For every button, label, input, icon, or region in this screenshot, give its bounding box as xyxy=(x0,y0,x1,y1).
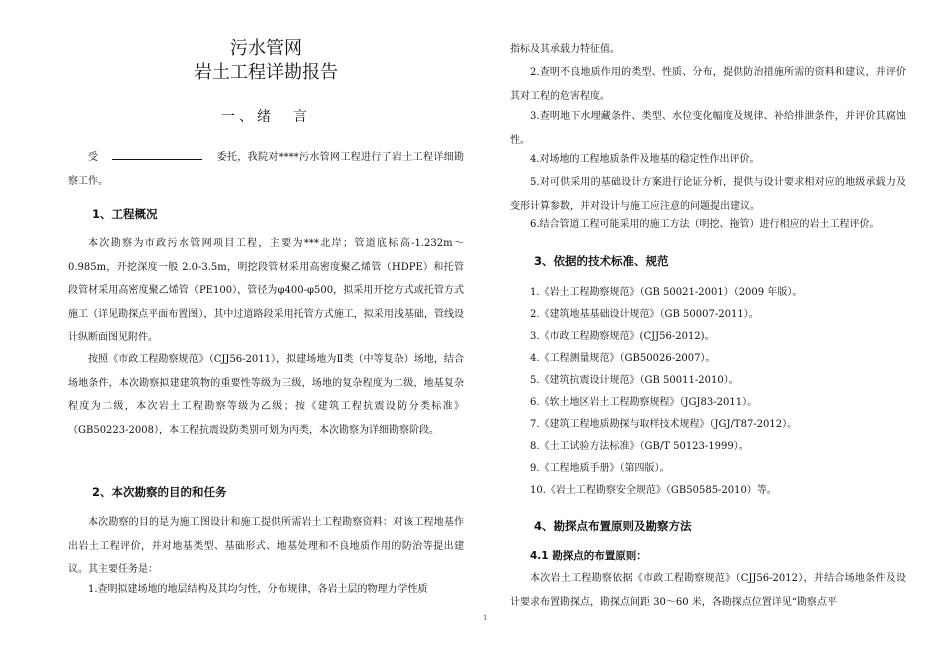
report-title-line2: 岩土工程详勘报告 xyxy=(194,62,338,83)
intro-text: 委托，我院对****污水管网工程进行了岩土工程详细勘察工作。 xyxy=(68,152,465,187)
intro-paragraph xyxy=(68,146,464,193)
report-title-line1: 污水管网 xyxy=(230,38,302,59)
standard-item: 6.《软土地区岩土工程勘察规程》（JGJ83-2011）。 xyxy=(530,397,758,408)
client-name-blank xyxy=(112,148,202,160)
intro-heading: 一、绪 言 xyxy=(221,109,311,125)
section-1-paragraph-1: 本次勘察为市政污水管网项目工程，主要为***北岸；管道底标高-1.232m～0.985m，开挖深度一般 2.0-3.5m，明挖段管材采用高密度聚乙烯管（HDPE）和托管段管材采用高密度聚乙烯管（PE100），管径为φ400-φ500，拟采用开挖方式或托管方式施工（详见勘探点平面布置图），其中过道路段采用托管方式施工，拟采用浅基础，管线设计纵断面图见附件。 xyxy=(68,238,464,344)
task-6: 6.结合管道工程可能采用的施工方法（明挖、拖管）进行相应的岩土工程评价。 xyxy=(530,219,880,230)
standard-item: 7.《建筑工程地质勘探与取样技术规程》（JGJ/T87-2012）。 xyxy=(530,419,798,430)
page-number: 1 xyxy=(483,614,488,622)
section-4-1-heading: 4.1 勘探点的布置原则： xyxy=(530,550,647,562)
section-1-paragraph-2: 按照《市政工程勘察规范》（CJJ56-2011），拟建场地为Ⅱ类（中等复杂）场地，结合场地条件，本次勘察拟建建筑物的重要性等级为三级，场地的复杂程度为二级，地基复杂程度为二级，本次岩土工程勘察等级为乙级；按《建筑工程抗震设防分类标准》（GB50223-2008），本工程抗震设防类别可划为丙类，本次勘察为详细勘察阶段。 xyxy=(68,354,464,436)
standard-item: 4.《工程测量规范》（GB50026-2007）。 xyxy=(530,353,716,364)
section-3-heading: 3、依据的技术标准、规范 xyxy=(534,254,669,268)
task-4: 4.对场地的工程地质条件及地基的稳定性作出评价。 xyxy=(530,154,760,165)
section-2-heading: 2、本次勘察的目的和任务 xyxy=(92,485,227,499)
task-1-continuation: 指标及其承载力特征值。 xyxy=(510,44,620,55)
standard-item: 2.《建筑地基基础设计规范》（GB 50007-2011）。 xyxy=(530,309,759,320)
section-4-1-paragraph: 本次岩土工程勘察依据《市政工程勘察规范》（CJJ56-2012），并结合场地条件及设计要求布置勘探点，勘探点间距 30～60 米，各勘探点位置详见“勘察点平 xyxy=(510,573,906,608)
section-2-paragraph-1: 本次勘察的目的是为施工图设计和施工提供所需岩土工程勘察资料：对该工程地基作出岩土工程评价，并对地基类型、基础形式、地基处理和不良地质作用的防治等提出建议。其主要任务是： xyxy=(68,517,464,576)
standard-item: 1.《岩土工程勘察规范》（GB 50021-2001）（2009 年版）。 xyxy=(530,287,803,298)
standard-item: 10.《岩土工程勘察安全规范》（GB50585-2010）等。 xyxy=(530,485,777,496)
standard-item: 8.《土工试验方法标准》（GB/T 50123-1999）。 xyxy=(530,441,749,452)
task-3: 3.查明地下水埋藏条件、类型、水位变化幅度及规律、补给排泄条件，并评价其腐蚀性。 xyxy=(510,111,906,146)
section-4-heading: 4、勘探点布置原则及勘察方法 xyxy=(534,519,692,533)
section-2-task-1: 1.查明拟建场地的地层结构及其均匀性，分布规律，各岩土层的物理力学性质 xyxy=(88,584,428,595)
task-2: 2.查明不良地质作用的类型、性质、分布，提供防治措施所需的资料和建议，并评价其对工程的危害程度。 xyxy=(510,67,906,102)
standard-item: 5.《建筑抗震设计规范》（GB 50011-2010）。 xyxy=(530,375,739,386)
task-5: 5.对可供采用的基础设计方案进行论证分析，提供与设计要求相对应的地级承载力及变形计算参数，并对设计与施工应注意的问题提出建议。 xyxy=(510,177,906,212)
section-1-heading: 1、工程概况 xyxy=(92,207,158,221)
intro-prefix: 受 xyxy=(88,152,99,163)
standard-item: 9.《工程地质手册》（第四版）。 xyxy=(530,463,670,474)
standard-item: 3.《市政工程勘察规范》(CJJ56-2012)。 xyxy=(530,331,715,342)
